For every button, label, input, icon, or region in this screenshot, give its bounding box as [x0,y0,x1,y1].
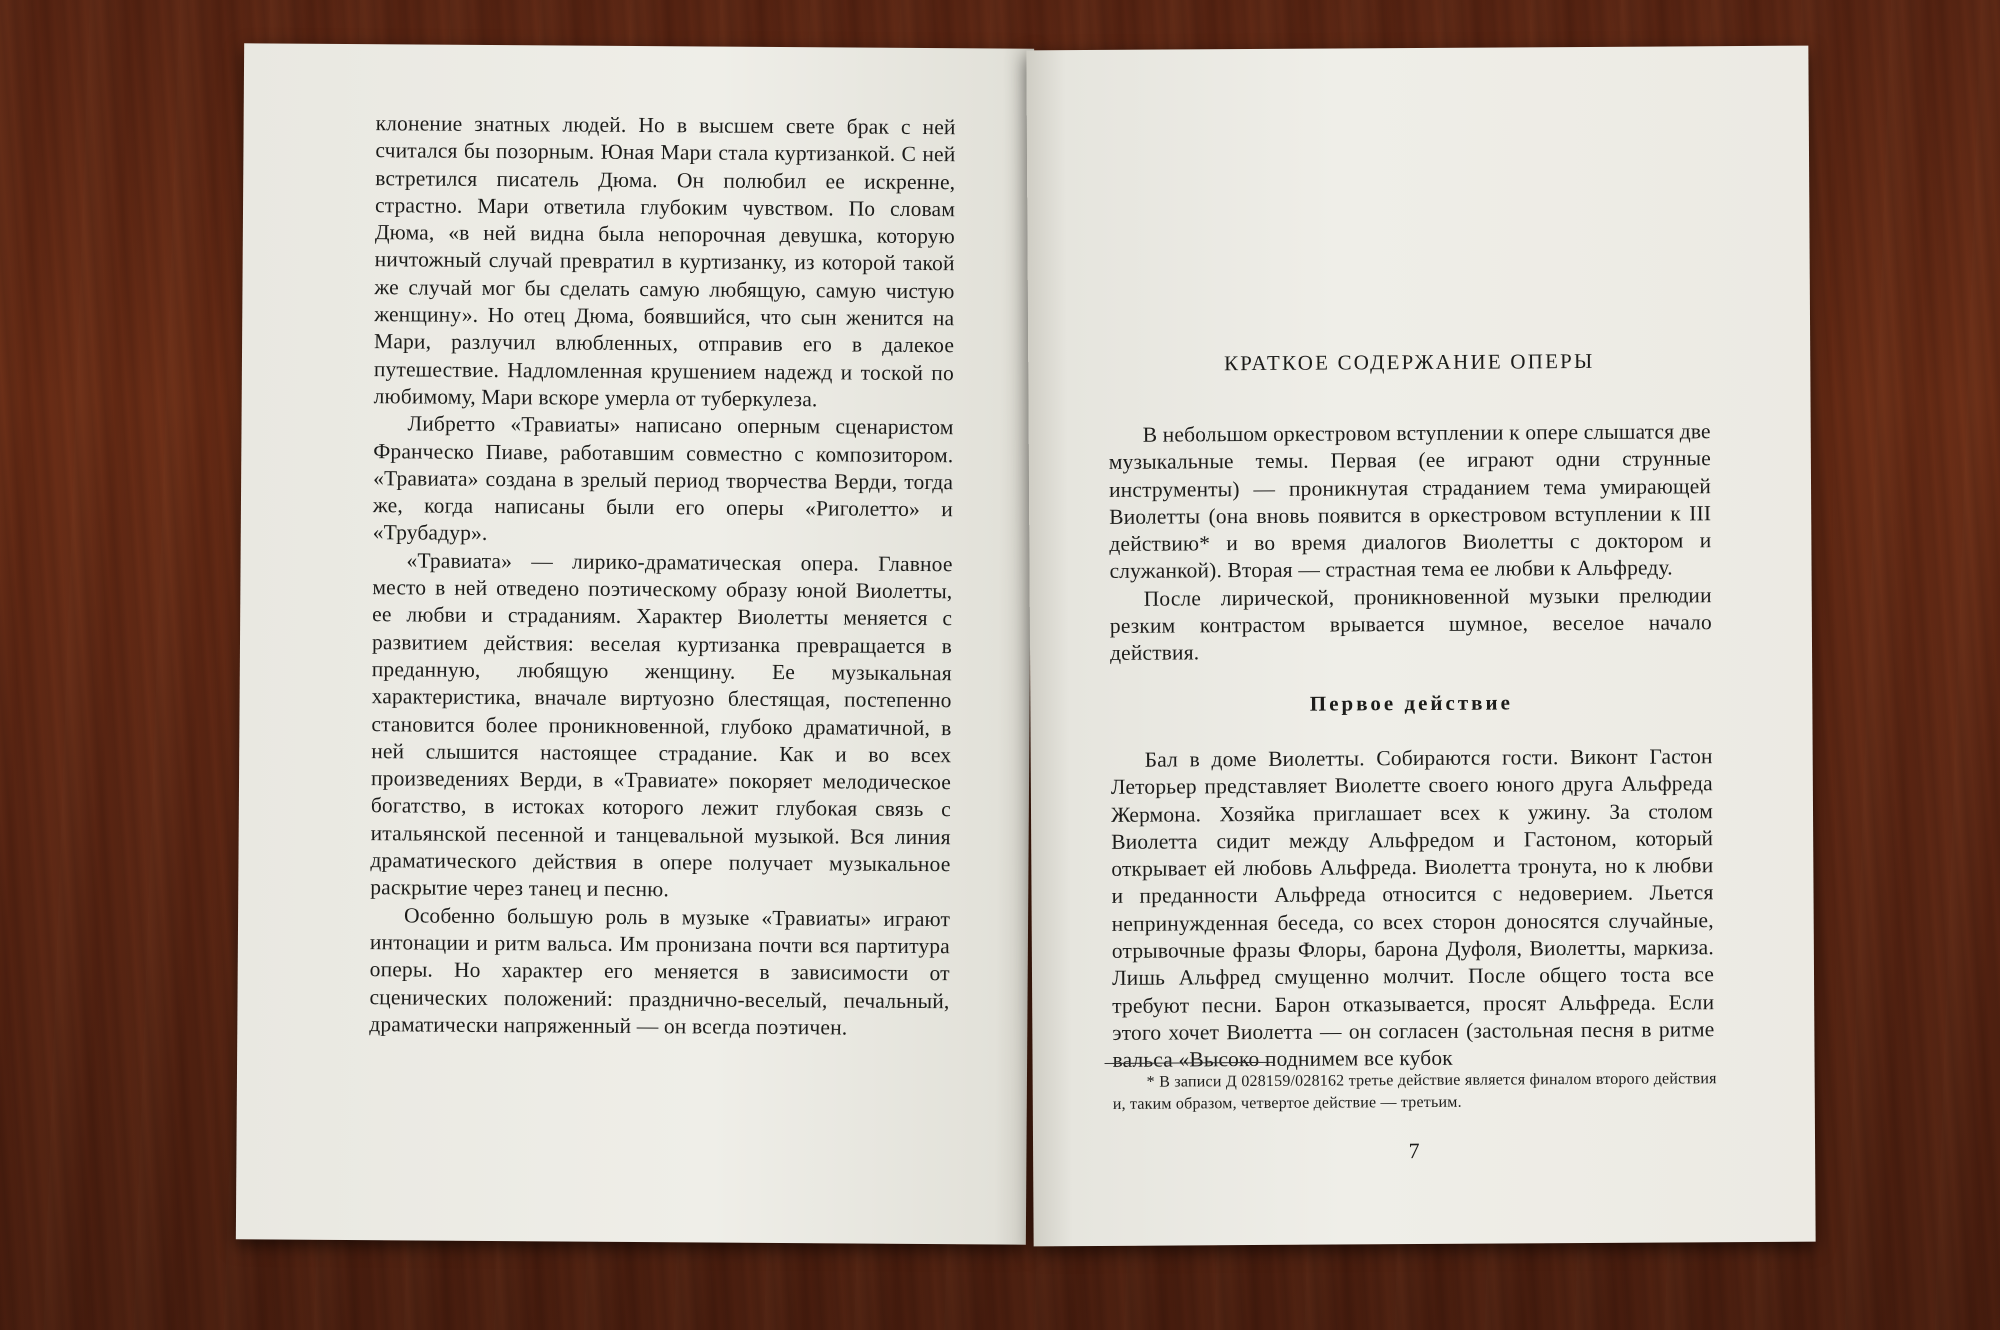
paragraph: Особенно большую роль в музыке «Травиаты» играют интонации и ритм вальса. Им пронизана почти вся партитура оперы. Но характер его меняется в зависимости от сценических положений: празднично-веселый, печальный, драматически напряженный — он всегда поэтичен. [369,903,951,1040]
act-title: Первое действие [1309,690,1513,716]
section-title: КРАТКОЕ СОДЕРЖАНИЕ ОПЕРЫ [1223,348,1595,376]
act-text [1111,743,1715,1074]
paragraph: В небольшом оркестровом вступлении к опере слышатся две музыкальные темы. Первая (ее играют одни струнные инструменты) — проникнутая страданием тема умирающей Виолетты (она вновь появится в оркестровом вступлении к III действию* и во время диалогов Виолетты с доктором и служанкой). Вторая — страстная тема ее любви к Альфреду. [1108,419,1712,584]
left-page-text [369,110,955,1042]
paragraph: Бал в доме Виолетты. Собираются гости. Виконт Гастон Леторьер представляет Виолетте своего юного друга Альфреда Жермона. Хозяйка приглашает всех к ужину. За столом Виолетта сидит между Альфредом и Гастоном, который открывает ей любовь Альфреда. Виолетта тронута, но к любви и преданности Альфреда относится с недоверием. Льется непринужденная беседа, со всех сторон доносятся случайные, отрывочные фразы Флоры, барона Дуфоля, Виолетты, маркиза. Лишь Альфред смущенно молчит. После общего тоста все требуют песни. Барон отказывается, просят Альфреда. Если этого хочет Виолетта — он согласен (застольная песня в ритме вальса «Высоко поднимем все кубок [1110,744,1715,1073]
page-number: 7 [1408,1138,1420,1164]
paragraph: «Травиата» — лирико-драматическая опера. Главное место в ней отведено поэтическому образу юной Виолетты, ее любви и страданиям. Характер Виолетты меняется с развитием действия: веселая куртизанка превращается в преданную, любящую женщину. Ее музыкальная характеристика, вначале виртуозно блестящая, постепенно становится более проникновенной, глубоко драматичной, в ней слышится настоящее страдание. Как и во всех произведениях Верди, в «Травиате» покоряет мелодическое богатство, в истоках которого лежит глубокая связь с итальянской песенной и танцевальной музыкой. Вся линия драматического действия в опере получает музыкальное раскрытие через танец и песню. [370,548,953,902]
paragraph: клонение знатных людей. Но в высшем свете брак с ней считался бы позорным. Юная Мари стала куртизанкой. С ней встретился писатель Дюма. Он полюбил ее искренне, страстно. Мари ответила глубоким чувством. По словам Дюма, «в ней видна была непорочная девушка, которую ничтожный случай превратил в куртизанку, из которой такой же случай мог бы сделать самую любящую, самую чистую женщину». Но отец Дюма, боявшийся, что сын женится на Мари, разлучил влюбленных, отправив его в далекое путешествие. Надломленная крушением надежд и тоской по любимому, Мари вскоре умерла от туберкулеза. [373,111,956,412]
paragraph: Либретто «Травиаты» написано оперным сценаристом Франческо Пиаве, работавшим совместно с композитором. «Травиата» создана в зрелый период творчества Верди, тогда же, когда написаны были его оперы «Риголетто» и «Трубадур». [372,411,954,546]
footnote: * В записи Д 028159/028162 третье действие является финалом второго действия и, таким образом, четвертое действие — третьим. [1112,1070,1717,1113]
right-page [1026,46,1815,1247]
left-page [236,43,1034,1244]
intro-text [1109,418,1712,667]
paragraph: После лирической, проникновенной музыки прелюдии резким контрастом врывается шумное, веселое начало действия. [1109,583,1712,666]
